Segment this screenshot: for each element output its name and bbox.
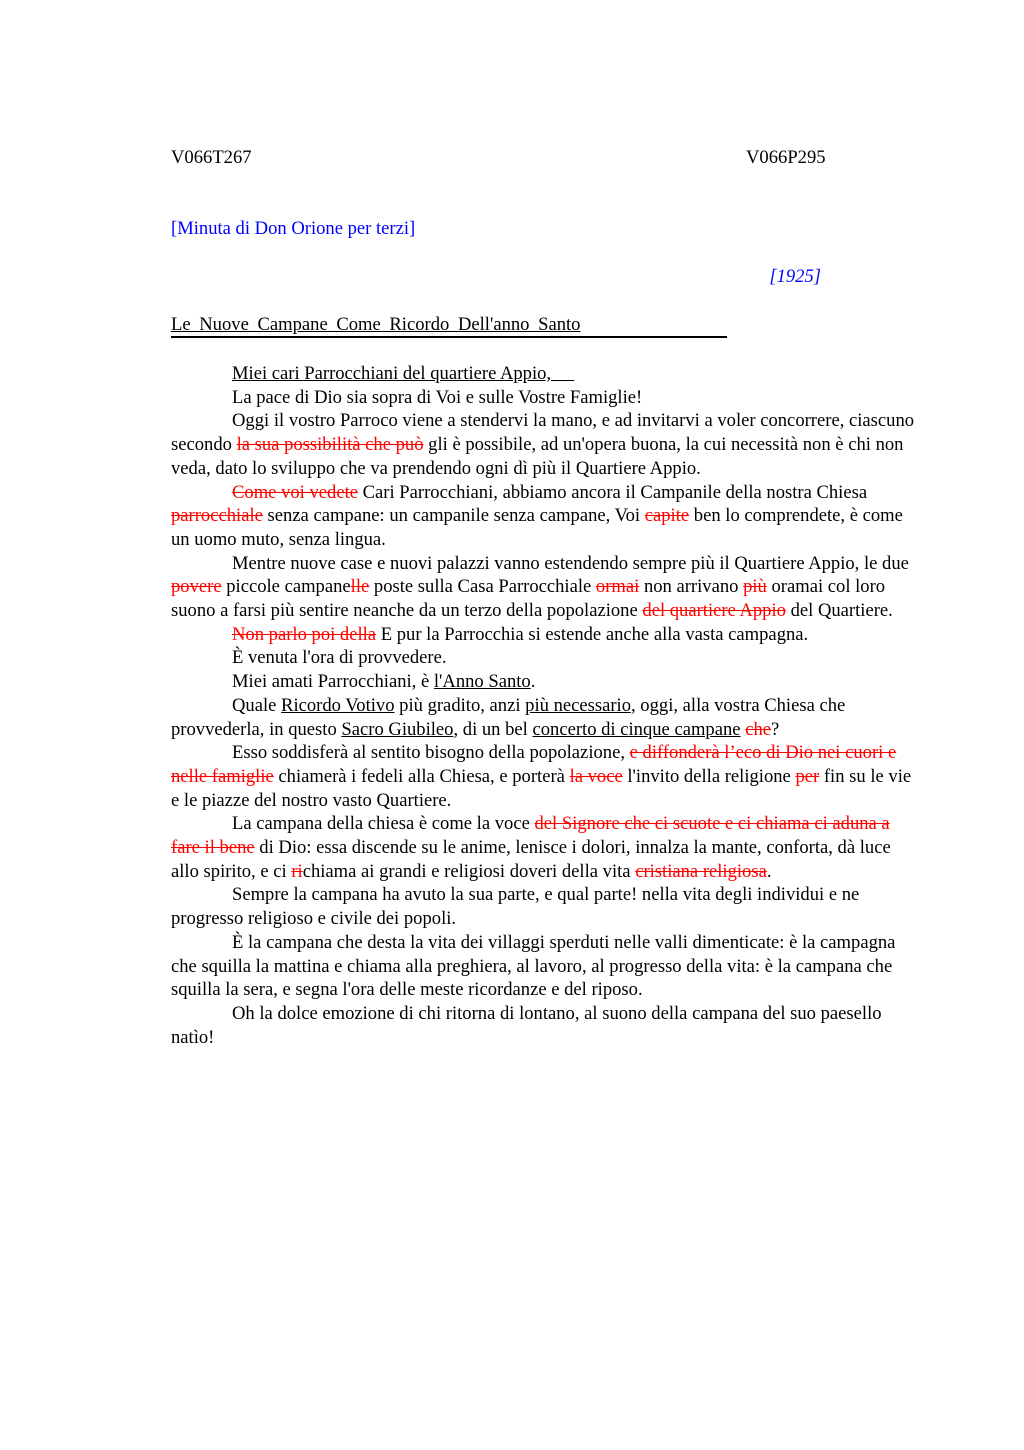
deleted-text: che <box>745 718 771 740</box>
text-segment: piccole campane <box>221 576 351 598</box>
letter-body <box>171 362 923 1049</box>
deleted-text: più <box>743 576 767 598</box>
text-segment: l'invito della religione <box>622 765 796 787</box>
paragraph <box>171 362 923 386</box>
paragraph <box>171 623 923 647</box>
text-segment: , oggi, alla vostra Chiesa che provvederla, in questo <box>171 694 846 740</box>
paragraph <box>171 694 923 741</box>
deleted-text: lle <box>350 576 370 598</box>
text-segment: La campana della chiesa è come la voce <box>232 813 535 835</box>
underlined-text: concerto di cinque campane <box>532 718 741 740</box>
underlined-text: Ricordo Votivo <box>281 694 395 716</box>
deleted-text: del quartiere Appio <box>642 600 786 622</box>
deleted-text: del Signore che ci scuote e ci chiama ci aduna a fare il bene <box>171 813 890 859</box>
text-segment: È la campana che desta la vita dei villaggi sperduti nelle valli dimenticate: è la campagna che squilla la mattina e chiama alla preghiera, al lavoro, al progresso della vita: è la campana che squilla la sera, e segna l'ora delle meste ricordanze e del riposo. <box>171 931 896 1001</box>
text-segment: di Dio: essa discende su le anime, lenisce i dolori, innalza la mante, conforta, dà luce allo spirito, e ci <box>171 837 891 882</box>
text-segment: chiamerà i fedeli alla Chiesa, e porterà <box>273 765 570 787</box>
text-segment: ? <box>771 718 780 740</box>
text-segment: Miei amati Parrocchiani, è <box>232 671 434 693</box>
paragraph <box>171 883 923 930</box>
paragraph <box>171 481 923 552</box>
paragraph <box>171 931 923 1002</box>
deleted-text: per <box>795 765 820 787</box>
text-segment: poste sulla Casa Parrocchiale <box>369 576 596 598</box>
deleted-text: povere <box>171 576 222 598</box>
deleted-text: ormai <box>595 576 640 598</box>
text-segment: , di un bel <box>453 718 533 740</box>
title-double-rule <box>171 337 727 338</box>
document-code-left: V066T267 <box>171 147 252 168</box>
text-segment: Sempre la campana ha avuto la sua parte, e qual parte! nella vita degli individui e ne progresso religioso e civile dei popoli. <box>171 884 860 930</box>
paragraph <box>171 552 923 623</box>
text-segment: del Quartiere. <box>785 600 893 622</box>
text-segment: non arrivano <box>639 576 744 598</box>
paragraph <box>171 670 923 694</box>
deleted-text: cristiana religiosa <box>635 860 767 882</box>
deleted-text: la sua possibilità che può <box>236 434 424 456</box>
paragraph <box>171 812 923 883</box>
underlined-text: più necessario <box>525 694 631 716</box>
paragraph <box>171 386 923 410</box>
underlined-text: l'Anno Santo <box>433 671 531 693</box>
text-segment: E pur la Parrocchia si estende anche alla vasta campagna. <box>376 623 809 645</box>
text-segment: ben lo comprendete, è come un uomo muto, senza lingua. <box>171 505 903 550</box>
document-code-right: V066P295 <box>746 147 826 168</box>
paragraph <box>171 646 923 670</box>
deleted-text: Come voi vedete <box>232 481 358 503</box>
deleted-text: capite <box>644 505 690 527</box>
text-segment: senza campane: un campanile senza campane, Voi <box>262 505 645 527</box>
deleted-text: ri <box>291 860 303 882</box>
document-date: [1925] <box>769 266 821 287</box>
editorial-note: [Minuta di Don Orione per terzi] <box>171 218 416 239</box>
text-segment: più gradito, anzi <box>394 694 526 716</box>
text-segment: oramai col loro suono a farsi più sentire neanche da un terzo della popolazione <box>171 576 886 622</box>
text-segment: Cari Parrocchiani, abbiamo ancora il Campanile della nostra Chiesa <box>358 481 868 503</box>
text-segment: gli è possibile, ad un'opera buona, la cui necessità non è chi non veda, dato lo sviluppo che va prendendo ogni dì più il Quartiere Appio. <box>171 434 904 479</box>
deleted-text: parrocchiale <box>171 505 263 527</box>
deleted-text: Non parlo poi della <box>232 623 377 645</box>
paragraph <box>171 741 923 812</box>
document-title <box>171 314 727 337</box>
deleted-text: la voce <box>569 765 623 787</box>
text-segment: Oh la dolce emozione di chi ritorna di lontano, al suono della campana del suo paesello natìo! <box>171 1002 882 1048</box>
text-segment: È venuta l'ora di provvedere. <box>232 647 447 669</box>
text-segment: Quale <box>232 694 282 716</box>
text-segment: La pace di Dio sia sopra di Voi e sulle Vostre Famiglie! <box>232 386 643 408</box>
text-segment: Esso soddisferà al sentito bisogno della popolazione, <box>232 742 630 764</box>
text-segment: Mentre nuove case e nuovi palazzi vanno estendendo sempre più il Quartiere Appio, le due <box>232 552 909 574</box>
deleted-text: e diffonderà l’eco di Dio nei cuori e nelle famiglie <box>171 742 897 787</box>
text-segment: Oggi il vostro Parroco viene a stendervi la mano, e ad invitarvi a voler concorrere, ciascuno secondo <box>171 410 915 456</box>
text-segment: fin su le vie e le piazze del nostro vasto Quartiere. <box>171 765 912 811</box>
document-title-text: Le Nuove Campane Come Ricordo Dell'anno Santo <box>171 314 581 335</box>
text-segment: chiama ai grandi e religiosi doveri della vita <box>302 860 636 882</box>
text-segment: . <box>766 860 772 882</box>
text-segment: . <box>530 671 536 693</box>
paragraph <box>171 1002 923 1049</box>
underlined-text: Miei cari Parrocchiani del quartiere Appio, <box>232 363 575 384</box>
underlined-text: Sacro Giubileo <box>341 718 454 740</box>
paragraph <box>171 409 923 480</box>
